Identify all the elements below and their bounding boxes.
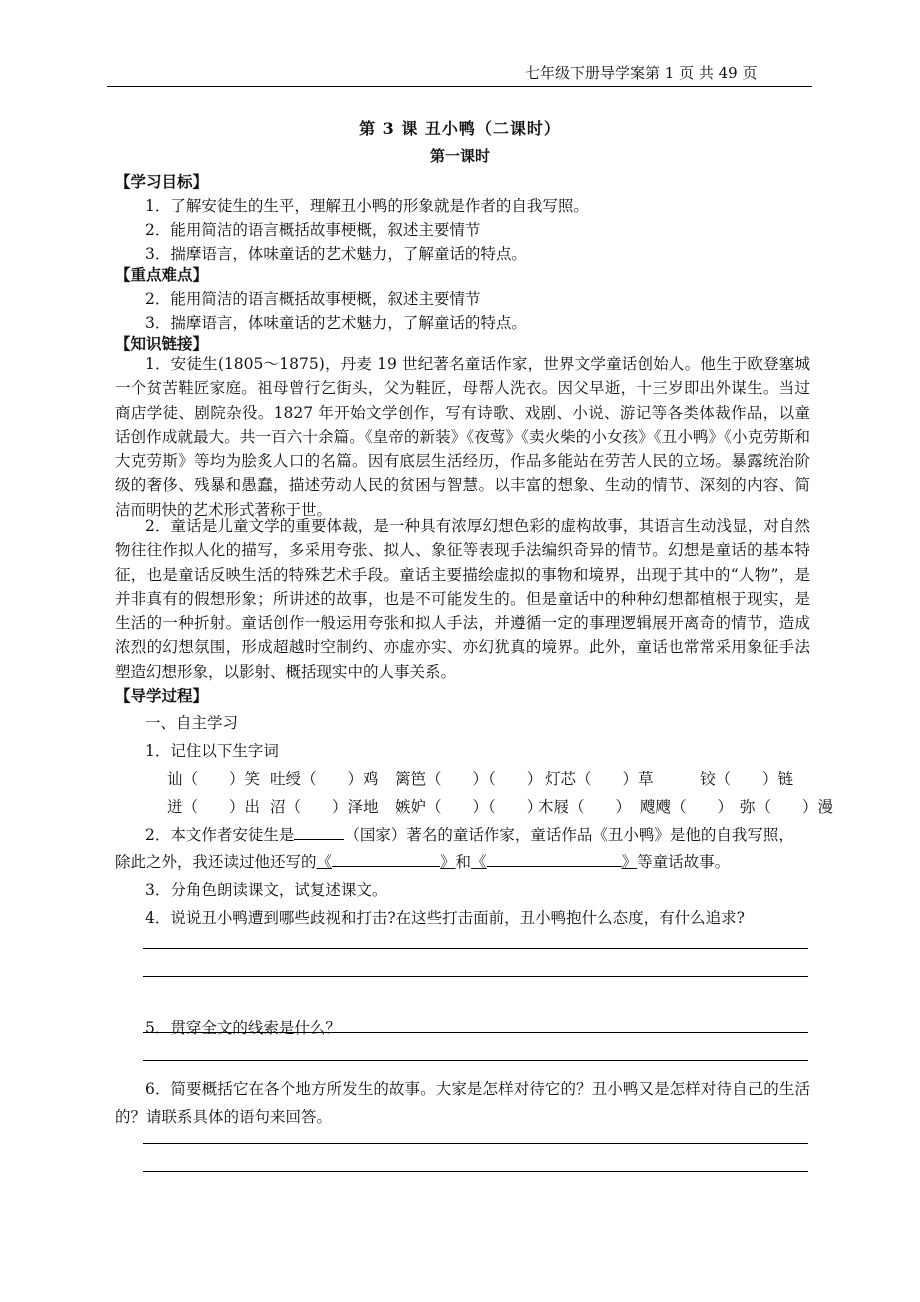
question-2-text-b: （国家）著名的童话作家，童话作品《丑小鸭》是他的自我写照， <box>344 826 794 844</box>
country-blank[interactable] <box>294 825 344 840</box>
question-1: 1．记住以下生字词 <box>145 742 279 760</box>
knowledge-paragraph-2: 2．童话是儿童文学的重要体裁，是一种具有浓厚幻想色彩的虚构故事，其语言生动浅显，对自然物往往作拟人化的描写，多采用夸张、拟人、象征等表现手法编织奇异的情节。幻想是童话的基本特征，也是童话反映生活的特殊艺术手段。童话主要描绘虚拟的事物和境界，出现于其中的“人物”，是并非真有的假想形象；所讲述的故事，也是不可能发生的。但是童话中的种种幻想都植根于现实，是生活的一种折射。童话创作一般运用夸张和拟人手法，并遵循一定的事理逻辑展开离奇的情节，造成浓烈的幻想氛围，形成超越时空制约、亦虚亦实、亦幻犹真的境界。此外，童话也常常采用象征手法塑造幻想形象，以影射、概括现实中的人事关系。 <box>115 517 810 681</box>
difficulty-item: 3．揣摩语言，体味童话的艺术魅力，了解童话的特点。 <box>145 314 527 332</box>
page-header: 七年级下册导学案第 1 页 共 49 页 <box>525 64 758 82</box>
objectives-heading: 【学习目标】 <box>115 172 209 191</box>
vocab-item: 灯芯（ ）草 <box>545 770 654 788</box>
question-5: 5．贯穿全文的线索是什么？ <box>145 1019 341 1037</box>
question-2-line-2 <box>115 850 730 872</box>
knowledge-heading: 【知识链接】 <box>115 334 209 353</box>
header-rule <box>107 86 812 87</box>
book-close-bracket: 》 <box>440 853 456 871</box>
book-open-bracket: 《 <box>471 853 487 871</box>
vocab-item: 铰（ ）链 <box>700 770 794 788</box>
knowledge-paragraph-1: 1．安徒生(1805～1875)，丹麦 19 世纪著名童话作家，世界文学童话创始人。他生于欧登塞城一个贫苦鞋匠家庭。祖母曾行乞街头，父为鞋匠，母帮人洗衣。因父早逝，十三岁即出外谋生。当过商店学徒、剧院杂役。1827 年开始文学创作，写有诗歌、戏剧、小说、游记等各类体裁作品，以童话创作成就最大。共一百六十余篇。《皇帝的新装》《夜莺》《卖火柴的小女孩》《丑小鸭》《小克劳斯和大克劳斯》等均为脍炙人口的名篇。因有底层生活经历，作品多能站在劳苦人民的立场。暴露统治阶级的奢侈、残暴和愚蠢，描述劳动人民的贫困与智慧。以丰富的想象、生动的情节、深刻的内容、简洁而明快的艺术形式著称于世。 <box>115 355 810 519</box>
vocab-item: 篱笆（ ）（ ） <box>395 770 543 788</box>
objective-item: 2．能用简洁的语言概括故事梗概，叙述主要情节 <box>145 221 481 239</box>
vocab-item: 飕飕（ ） <box>640 798 734 816</box>
vocab-item: 嫉妒（ ）（ ） <box>395 798 543 816</box>
question-4: 4．说说丑小鸭遭到哪些歧视和打击?在这些打击面前，丑小鸭抱什么态度，有什么追求? <box>145 909 745 927</box>
process-heading: 【导学过程】 <box>115 686 209 705</box>
difficulty-item: 2．能用简洁的语言概括故事梗概，叙述主要情节 <box>145 290 481 308</box>
question-2-text-c: 除此之外，我还读过他还写的 <box>115 853 317 871</box>
question-3: 3．分角色朗读课文，试复述课文。 <box>145 881 388 899</box>
question-2-text-a: 2．本文作者安徒生是 <box>145 826 295 844</box>
answer-line[interactable] <box>143 1060 808 1061</box>
lesson-subtitle: 第一课时 <box>429 147 490 165</box>
answer-line[interactable] <box>143 976 808 977</box>
answer-line[interactable] <box>143 1032 808 1033</box>
answer-line[interactable] <box>143 1171 808 1172</box>
vocab-item: 沼（ ）泽地 <box>270 798 379 816</box>
objective-item: 3．揣摩语言，体味童话的艺术魅力，了解童话的特点。 <box>145 245 527 263</box>
vocab-item: 吐绶（ ）鸡 <box>270 770 379 788</box>
lesson-title: 第 3 课 丑小鸭（二课时） <box>359 119 561 138</box>
part-one-label: 一、自主学习 <box>145 714 239 732</box>
vocab-item: 木屐（ ） <box>538 798 632 816</box>
answer-line[interactable] <box>143 948 808 949</box>
book-open-bracket: 《 <box>316 853 333 871</box>
difficulties-heading: 【重点难点】 <box>115 265 209 284</box>
vocab-item: 迸（ ）出 <box>167 798 261 816</box>
vocab-item: 讪（ ）笑 <box>167 770 261 788</box>
objective-item: 1．了解安徒生的生平，理解丑小鸭的形象就是作者的自我写照。 <box>145 197 589 215</box>
story-blank-2[interactable] <box>487 852 622 867</box>
question-2-text-d: 等童话故事。 <box>637 853 731 871</box>
book-close-bracket: 》 <box>621 853 638 871</box>
answer-line[interactable] <box>143 1143 808 1144</box>
story-blank-1[interactable] <box>332 852 440 867</box>
vocab-item: 弥（ ）漫 <box>740 798 834 816</box>
and-text: 和 <box>455 853 472 871</box>
question-6: 6．简要概括它在各个地方所发生的故事。大家是怎样对待它的？丑小鸭又是怎样对待自己的生活的？请联系具体的语句来回答。 <box>115 1080 810 1126</box>
question-2-line-1 <box>145 823 794 845</box>
